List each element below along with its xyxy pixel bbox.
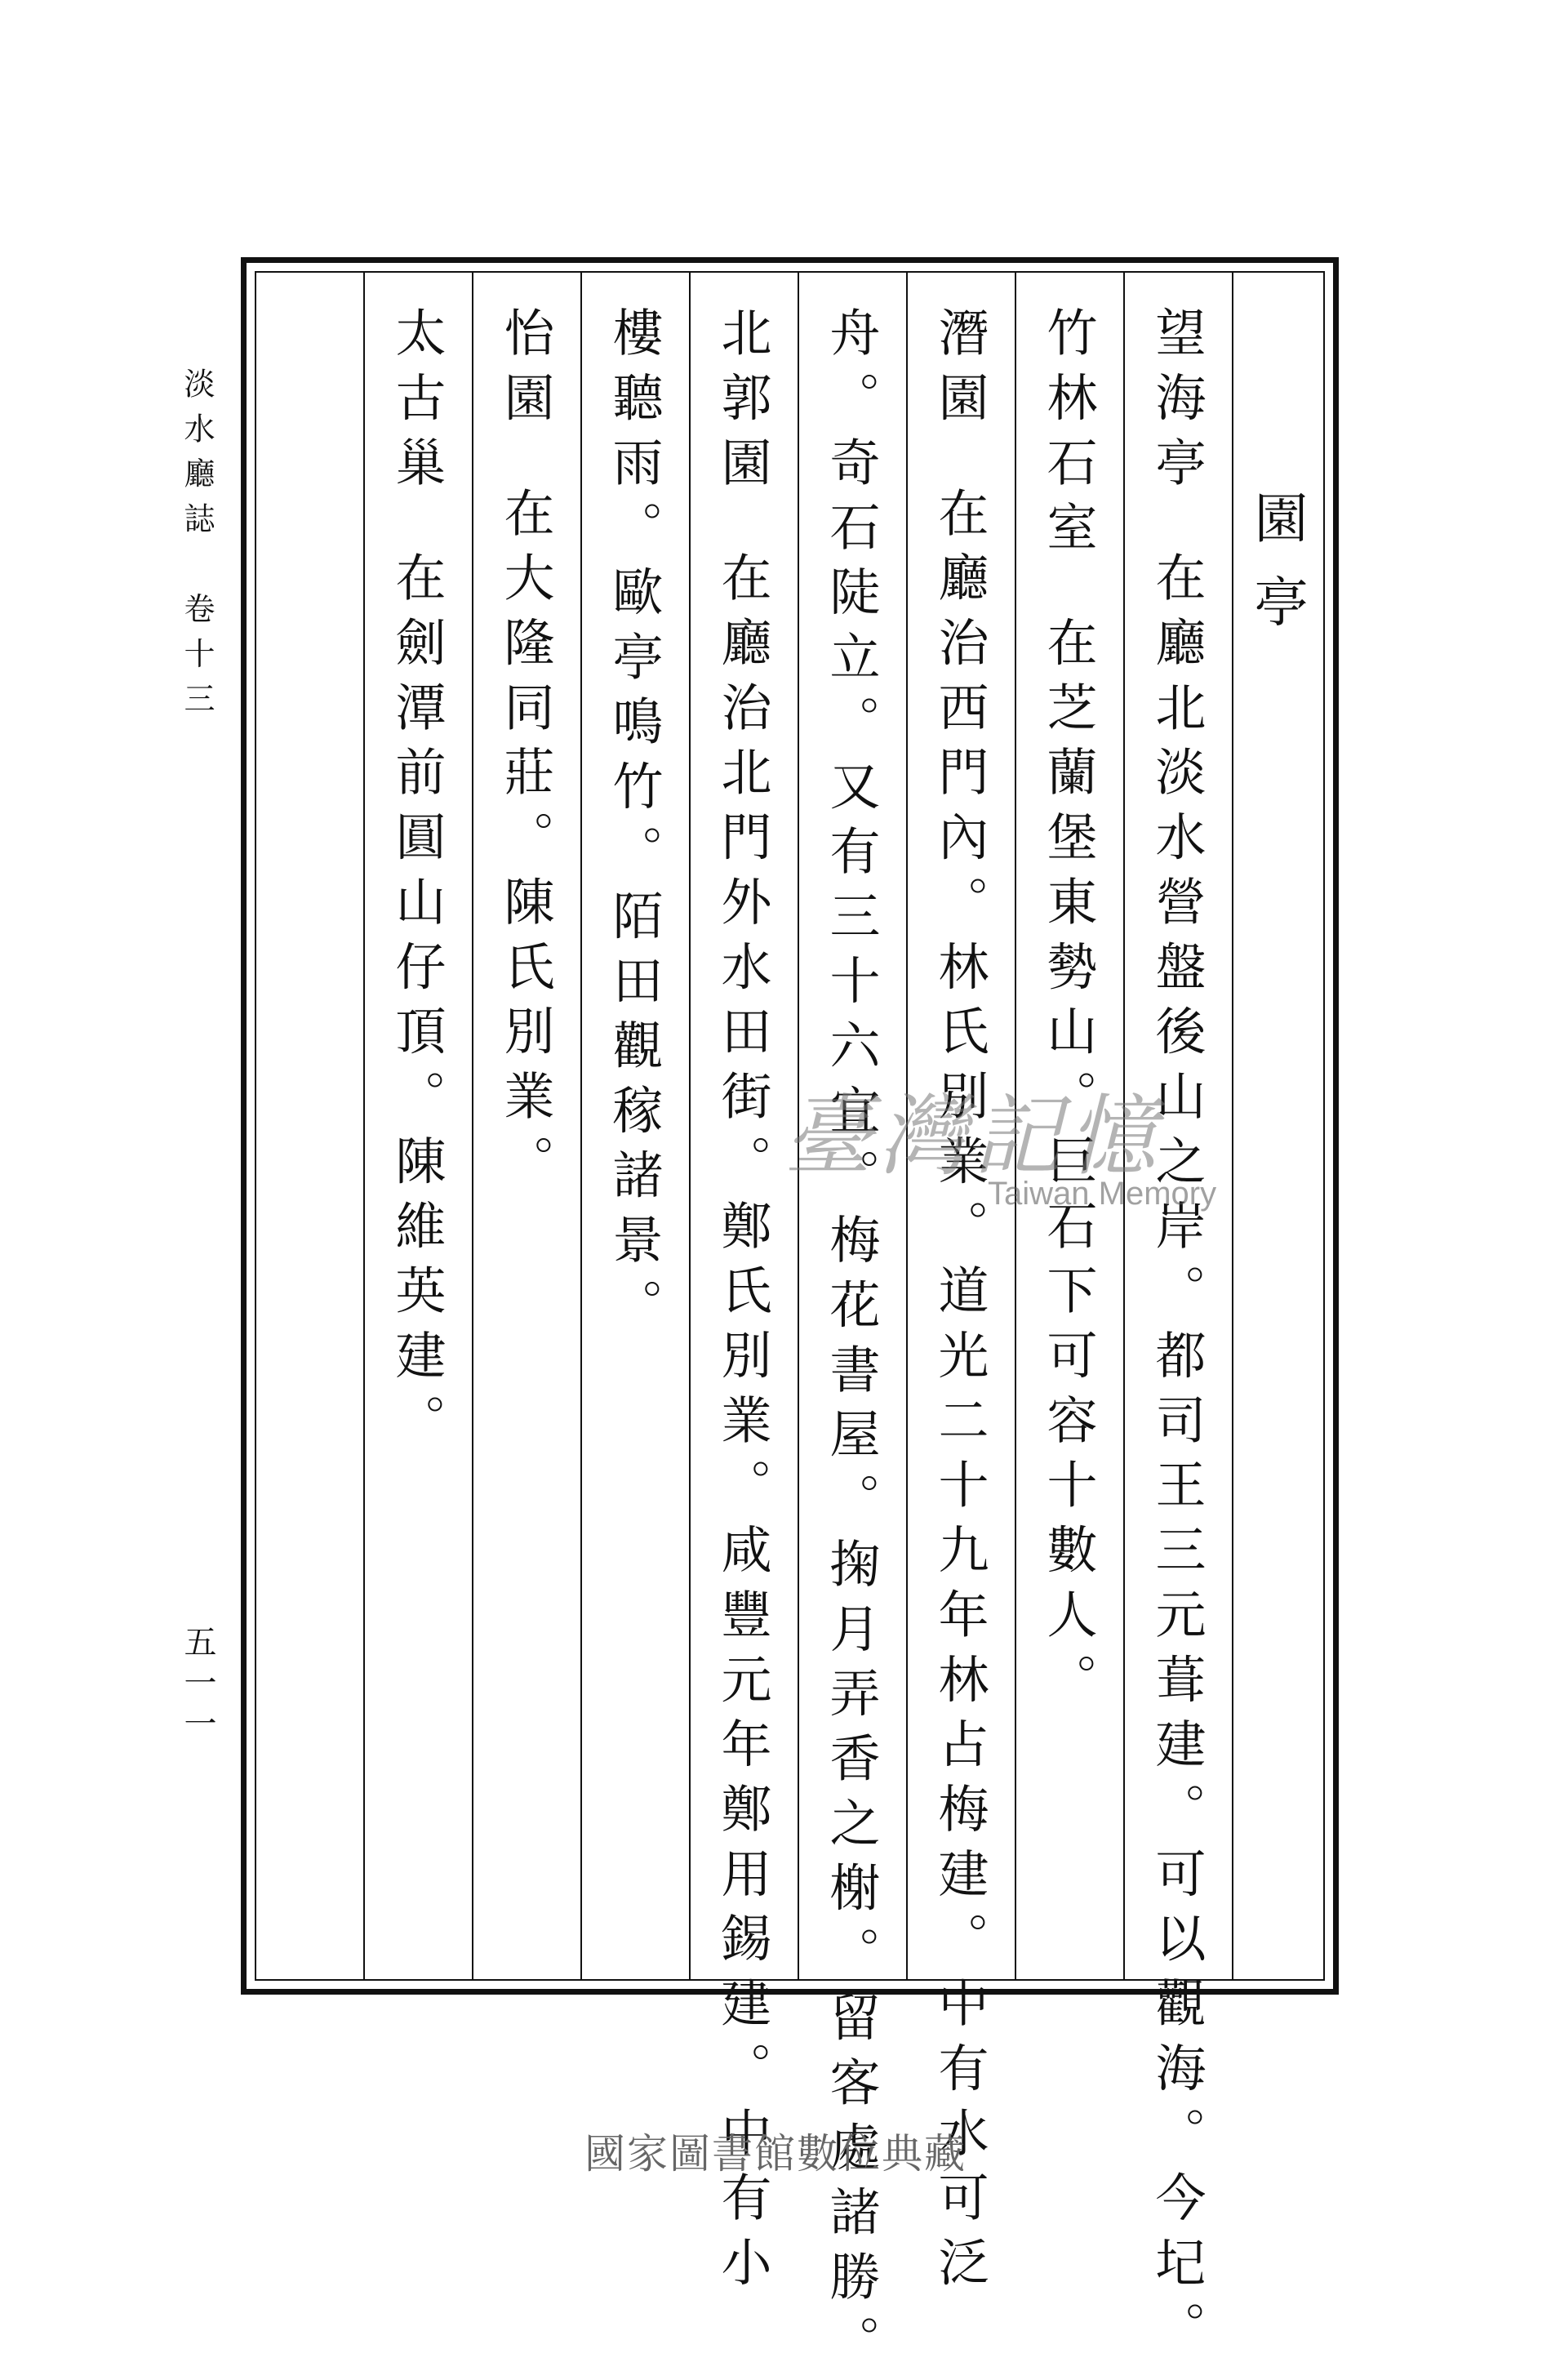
entry-name: 太古巢 [387,306,447,501]
entry-text: 在大隆同莊。陳氏別業。 [496,486,555,1199]
watermark [784,1065,1216,1212]
column-divider [689,273,691,1979]
entry-name: 望海亭 [1147,306,1207,501]
entry-name: 北郭園 [713,306,772,501]
entry-text: 在劍潭前圓山仔頂。陳維英建。 [387,551,447,1459]
text-column-5 [713,306,772,2301]
footer-credit: 國家圖書館數位典藏 [584,2130,967,2178]
entry-text: 在廳治西門內。林氏別業。道光二十九年林占梅建。中有水可泛 [930,486,989,2301]
watermark-logo-text: 臺灣記憶 [784,1086,1163,1188]
column-divider [472,273,473,1979]
entry-text: 樓聽雨。歐亭鳴竹。陌田觀稼諸景。 [604,306,664,1343]
text-column-1 [1147,306,1207,2366]
entry-text: 舟。奇石陡立。又有三十六宜。梅花書屋。掬月弄香之榭。留客處諸勝。 [821,306,881,2380]
text-column-8 [387,306,447,1459]
column-divider [363,273,365,1979]
text-column-6 [604,306,664,1343]
entry-text: 在廳治北門外水田街。鄭氏別業。咸豐元年鄭用錫建。中有小 [713,551,772,2301]
text-column-4 [821,306,881,2380]
watermark-english: Taiwan Memory [988,1176,1217,1212]
margin-title: 淡水廳誌 卷十三 [179,367,215,727]
entry-text: 在芝蘭堡東勢山。巨石下可容十數人。 [1038,616,1098,1718]
column-divider [1232,273,1233,1979]
text-column-2 [1038,306,1098,1718]
text-column-7 [496,306,555,1199]
section-heading: 園亭 [1245,490,1308,657]
page-number: 五一一 [179,1625,216,1747]
column-divider [580,273,582,1979]
entry-name: 竹林石室 [1038,306,1098,566]
entry-name: 怡園 [496,306,555,436]
text-column-3 [930,306,989,2301]
entry-text: 在廳北淡水營盤後山之岸。都司王三元葺建。可以觀海。今圮。 [1147,551,1207,2366]
entry-name: 潛園 [930,306,989,436]
